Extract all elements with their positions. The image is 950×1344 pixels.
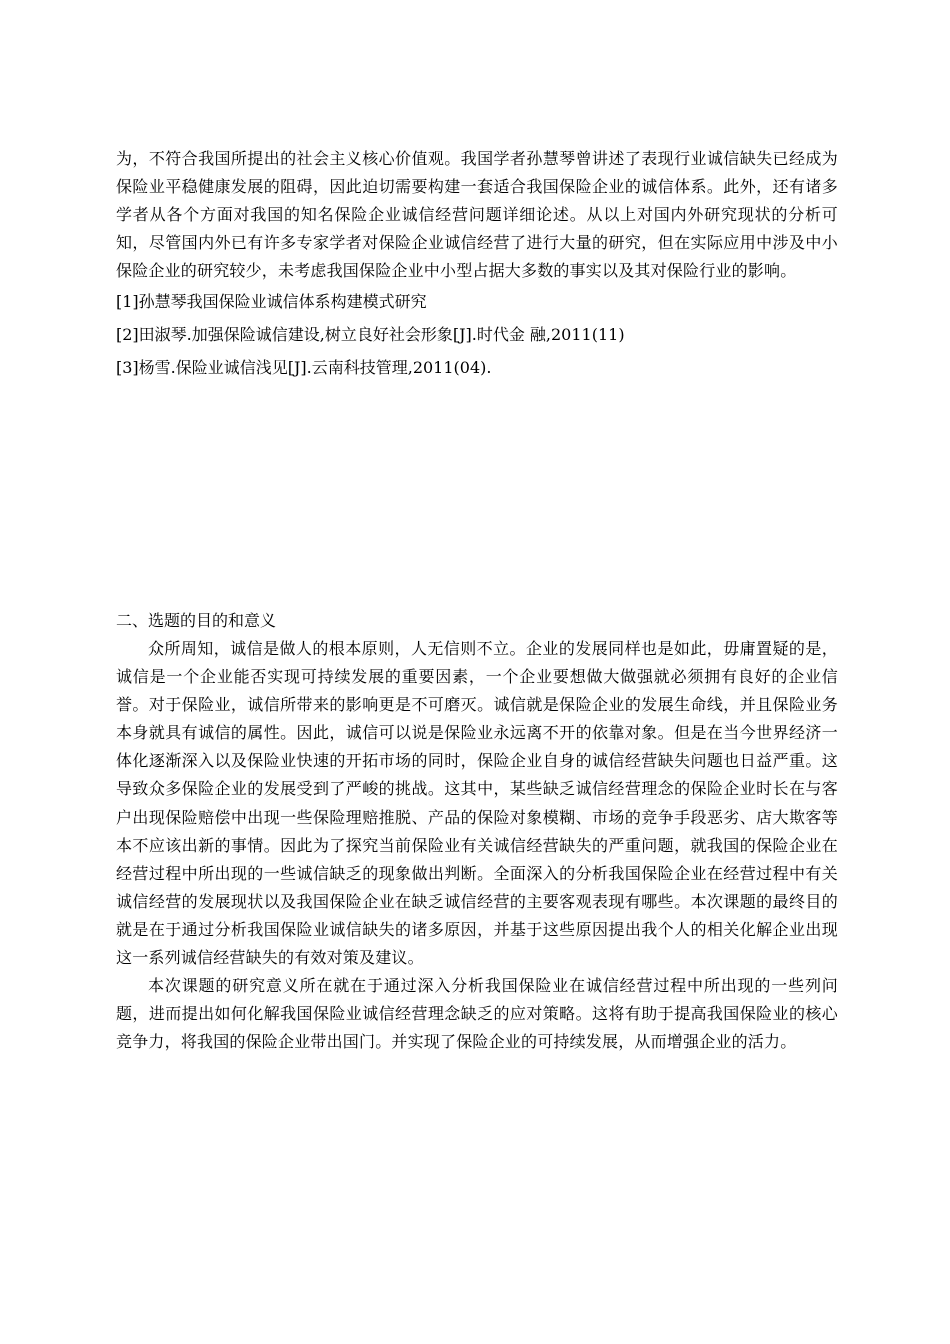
reference-2: [2]田淑琴.加强保险诚信建设,树立良好社会形象[J].时代金 融,2011(11) — [116, 325, 625, 345]
reference-3: [3]杨雪.保险业诚信浅见[J].云南科技管理,2011(04). — [116, 358, 492, 378]
purpose-paragraph: 众所周知，诚信是做人的根本原则，人无信则不立。企业的发展同样也是如此，毋庸置疑的是，诚信是一个企业能否实现可持续发展的重要因素，一个企业要想做大做强就必须拥有良好的企业信誉。对于保险业，诚信所带来的影响更是不可磨灭。诚信就是保险企业的发展生命线，并且保险业务本身就具有诚信的属性。因此，诚信可以说是保险业永远离不开的依靠对象。但是在当今世界经济一体化逐渐深入以及保险业快速的开拓市场的同时，保险企业自身的诚信经营缺失问题也日益严重。这导致众多保险企业的发展受到了严峻的挑战。这其中，某些缺乏诚信经营理念的保险企业时长在与客户出现保险赔偿中出现一些保险理赔推脱、产品的保险对象模糊、市场的竞争手段恶劣、店大欺客等本不应该出新的事情。因此为了探究当前保险业有关诚信经营缺失的严重问题，就我国的保险企业在经营过程中所出现的一些诚信缺乏的现象做出判断。全面深入的分析我国保险企业在经营过程中有关诚信经营的发展现状以及我国保险企业在缺乏诚信经营的主要客观表现有哪些。本次课题的最终目的就是在于通过分析我国保险业诚信缺失的诸多原因，并基于这些原因提出我个人的相关化解企业出现这一系列诚信经营缺失的有效对策及建议。 — [116, 639, 838, 968]
reference-1: [1]孙慧琴我国保险业诚信体系构建模式研究 — [116, 292, 427, 312]
section-heading: 二、选题的目的和意义 — [116, 611, 277, 630]
literature-review-section — [116, 145, 838, 384]
purpose-significance-section — [116, 607, 838, 1056]
review-paragraph: 为，不符合我国所提出的社会主义核心价值观。我国学者孙慧琴曾讲述了表现行业诚信缺失已经成为保险业平稳健康发展的阻碍，因此迫切需要构建一套适合我国保险企业的诚信体系。此外，还有诸多学者从各个方面对我国的知名保险企业诚信经营问题详细论述。从以上对国内外研究现状的分析可知，尽管国内外已有许多专家学者对保险企业诚信经营了进行大量的研究，但在实际应用中涉及中小保险企业的研究较少，未考虑我国保险企业中小型占据大多数的事实以及其对保险行业的影响。 — [116, 149, 838, 281]
significance-paragraph: 本次课题的研究意义所在就在于通过深入分析我国保险业在诚信经营过程中所出现的一些列问题，进而提出如何化解我国保险业诚信经营理念缺乏的应对策略。这将有助于提高我国保险业的核心竞争力，将我国的保险企业带出国门。并实现了保险企业的可持续发展，从而增强企业的活力。 — [116, 976, 838, 1052]
